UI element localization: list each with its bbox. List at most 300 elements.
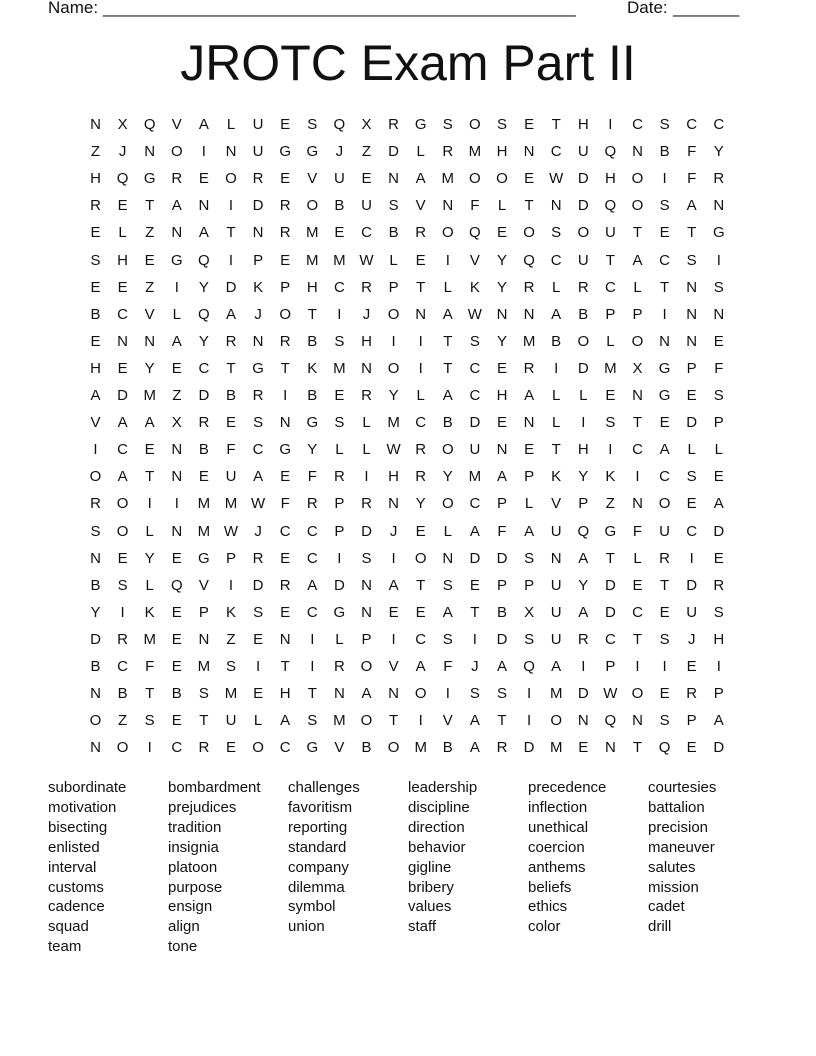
grid-letter: R	[252, 549, 264, 567]
grid-letter: G	[306, 739, 319, 757]
grid-letter: C	[632, 116, 643, 133]
grid-letter: J	[471, 658, 479, 675]
grid-row	[82, 518, 734, 545]
grid-letter: U	[550, 522, 562, 540]
grid-letter: E	[280, 468, 291, 486]
grid-letter: E	[605, 387, 616, 404]
grid-letter: S	[198, 685, 209, 703]
grid-letter: I	[147, 739, 152, 757]
grid-letter: E	[171, 630, 182, 648]
grid-letter: U	[225, 712, 237, 730]
grid-letter: K	[225, 603, 236, 621]
grid-letter: E	[253, 685, 264, 703]
grid-letter: I	[174, 495, 179, 513]
grid-letter: O	[550, 712, 563, 730]
word-item: salutes	[648, 858, 696, 876]
grid-letter: B	[307, 332, 318, 350]
grid-letter: F	[226, 441, 236, 459]
grid-letter: D	[469, 414, 481, 432]
grid-letter: M	[604, 359, 617, 377]
grid-letter: E	[686, 387, 697, 404]
grid-letter: P	[686, 359, 697, 377]
grid-letter: L	[606, 332, 615, 350]
grid-letter: P	[361, 630, 372, 648]
grid-letter: R	[496, 739, 508, 757]
grid-letter: B	[496, 603, 507, 621]
grid-letter: E	[280, 603, 291, 621]
grid-letter: A	[280, 712, 291, 730]
grid-letter: E	[415, 603, 426, 621]
grid-letter: N	[442, 197, 454, 215]
grid-letter: S	[253, 414, 264, 432]
grid-letter: E	[713, 332, 724, 350]
grid-letter: S	[659, 197, 670, 215]
grid-letter: Y	[496, 332, 507, 350]
word-item: dilemma	[288, 878, 345, 896]
word-item: anthems	[528, 858, 586, 876]
grid-letter: S	[686, 468, 697, 486]
grid-letter: M	[333, 712, 346, 730]
grid-letter: X	[524, 603, 535, 621]
word-item: precision	[648, 818, 709, 836]
grid-letter: N	[252, 224, 264, 242]
grid-letter: Q	[333, 116, 346, 133]
grid-letter: E	[280, 170, 291, 188]
grid-letter: H	[279, 685, 291, 703]
grid-letter: M	[306, 224, 319, 242]
grid-letter: D	[713, 522, 725, 540]
grid-letter: F	[687, 170, 697, 188]
grid-letter: N	[550, 549, 562, 567]
grid-letter: R	[415, 224, 427, 242]
grid-letter: B	[551, 332, 562, 350]
grid-letter: W	[603, 685, 618, 703]
grid-letter: A	[144, 414, 155, 432]
word-item: favoritism	[288, 798, 353, 816]
name-label: Name:	[48, 0, 99, 17]
grid-letter: A	[686, 197, 697, 215]
grid-letter: E	[117, 197, 128, 215]
grid-letter: N	[686, 305, 698, 323]
grid-letter: T	[145, 468, 155, 486]
grid-letter: T	[470, 603, 480, 621]
grid-letter: D	[252, 576, 264, 594]
grid-letter: I	[228, 251, 234, 269]
grid-letter: W	[467, 305, 482, 323]
grid-row	[82, 599, 734, 626]
grid-letter: I	[527, 712, 532, 730]
grid-letter: N	[388, 495, 400, 513]
grid-letter: T	[605, 251, 615, 269]
word-item: unethical	[528, 818, 589, 836]
worksheet-header	[48, 0, 748, 20]
grid-letter: C	[632, 441, 643, 459]
grid-letter: A	[713, 712, 724, 730]
grid-letter: E	[198, 170, 209, 188]
grid-letter: U	[577, 251, 589, 269]
grid-letter: S	[659, 712, 670, 730]
grid-letter: E	[415, 251, 426, 269]
grid-letter: C	[306, 549, 318, 567]
grid-letter: A	[713, 495, 724, 513]
grid-letter: O	[116, 739, 129, 757]
grid-letter: Q	[604, 712, 617, 730]
grid-letter: R	[171, 170, 183, 188]
grid-letter: I	[581, 414, 586, 432]
grid-letter: P	[198, 603, 209, 621]
grid-letter: R	[686, 685, 698, 703]
grid-letter: E	[280, 251, 291, 269]
grid-letter: S	[442, 630, 453, 648]
grid-letter: I	[391, 332, 396, 350]
grid-letter: I	[228, 197, 234, 215]
grid-letter: S	[659, 630, 670, 648]
grid-letter: M	[197, 658, 211, 675]
grid-letter: Q	[604, 143, 617, 161]
grid-letter: W	[386, 441, 401, 459]
grid-letter: L	[633, 549, 642, 567]
grid-letter: K	[307, 359, 318, 377]
grid-letter: L	[443, 278, 452, 296]
grid-letter: X	[117, 116, 128, 133]
grid-letter: O	[279, 305, 292, 323]
grid-letter: I	[391, 549, 396, 567]
grid-letter: O	[469, 170, 481, 188]
grid-letter: S	[90, 251, 101, 269]
grid-letter: I	[310, 630, 315, 648]
grid-letter: C	[550, 251, 562, 269]
grid-letter: G	[414, 116, 427, 133]
grid-letter: G	[279, 143, 292, 161]
word-item: direction	[408, 818, 465, 836]
grid-letter: A	[198, 224, 209, 242]
grid-letter: R	[361, 495, 372, 513]
grid-letter: N	[523, 414, 535, 432]
grid-letter: H	[117, 251, 129, 269]
grid-letter: E	[713, 549, 724, 567]
grid-letter: I	[120, 603, 125, 621]
word-item: team	[48, 938, 82, 956]
grid-letter: R	[225, 332, 237, 350]
grid-letter: F	[280, 495, 290, 513]
grid-letter: N	[171, 468, 183, 486]
grid-row	[82, 382, 734, 409]
grid-letter: S	[469, 332, 480, 350]
word-item: inflection	[528, 798, 588, 816]
grid-letter: K	[144, 603, 155, 621]
grid-letter: Y	[496, 251, 507, 269]
grid-letter: M	[306, 251, 319, 269]
grid-letter: U	[333, 170, 345, 188]
grid-letter: A	[171, 332, 182, 350]
word-item: battalion	[648, 798, 705, 816]
grid-letter: A	[442, 305, 453, 323]
grid-letter: A	[659, 441, 670, 459]
grid-letter: O	[252, 739, 264, 757]
grid-letter: O	[89, 468, 102, 486]
word-item: courtesies	[648, 779, 717, 796]
grid-letter: I	[418, 359, 423, 377]
grid-row	[82, 192, 734, 219]
grid-letter: M	[197, 522, 211, 540]
grid-letter: R	[117, 630, 129, 648]
grid-letter: P	[334, 522, 345, 540]
grid-letter: I	[93, 441, 98, 459]
grid-letter: D	[198, 387, 210, 404]
grid-row	[82, 301, 734, 328]
grid-letter: R	[523, 359, 535, 377]
grid-letter: R	[90, 495, 101, 513]
grid-letter: R	[279, 576, 291, 594]
grid-letter: N	[632, 712, 643, 730]
word-item: mission	[648, 878, 699, 896]
grid-letter: Z	[90, 143, 101, 161]
grid-letter: L	[172, 305, 181, 323]
grid-letter: T	[632, 630, 643, 648]
grid-letter: R	[415, 441, 427, 459]
grid-letter: P	[605, 305, 616, 323]
grid-letter: S	[90, 522, 101, 540]
grid-letter: F	[145, 658, 155, 675]
grid-letter: E	[117, 278, 128, 296]
word-item: bribery	[408, 878, 454, 896]
grid-letter: O	[631, 332, 644, 350]
grid-letter: O	[441, 495, 454, 513]
grid-letter: C	[333, 278, 345, 296]
grid-letter: U	[550, 630, 562, 648]
grid-letter: T	[687, 224, 697, 242]
grid-letter: F	[687, 143, 697, 161]
grid-letter: B	[442, 739, 453, 757]
grid-letter: F	[497, 522, 507, 540]
grid-letter: X	[632, 359, 643, 377]
grid-letter: M	[333, 359, 346, 377]
grid-row	[82, 409, 734, 436]
grid-letter: E	[659, 414, 670, 432]
grid-letter: O	[89, 712, 102, 730]
grid-letter: E	[524, 116, 535, 133]
grid-letter: J	[389, 522, 398, 540]
grid-letter: T	[307, 305, 317, 323]
grid-letter: O	[441, 441, 454, 459]
grid-letter: N	[171, 522, 183, 540]
grid-letter: E	[171, 658, 182, 675]
grid-letter: C	[252, 441, 264, 459]
grid-letter: Y	[578, 576, 589, 594]
grid-letter: A	[253, 468, 264, 486]
grid-letter: B	[90, 658, 101, 675]
grid-letter: N	[686, 278, 698, 296]
grid-letter: U	[225, 468, 237, 486]
grid-letter: K	[469, 278, 480, 296]
grid-letter: P	[496, 576, 507, 594]
grid-letter: S	[524, 630, 535, 648]
grid-letter: H	[577, 441, 589, 459]
grid-letter: C	[686, 116, 698, 133]
word-item: leadership	[408, 779, 478, 796]
grid-letter: L	[687, 441, 696, 459]
grid-letter: C	[469, 359, 481, 377]
grid-letter: U	[361, 197, 372, 215]
grid-letter: I	[418, 712, 423, 730]
grid-letter: F	[443, 658, 453, 675]
grid-letter: M	[143, 630, 156, 648]
grid-letter: E	[659, 224, 670, 242]
grid-letter: N	[388, 170, 400, 188]
grid-letter: B	[90, 576, 101, 594]
grid-letter: A	[117, 468, 128, 486]
grid-letter: R	[577, 278, 589, 296]
grid-letter: J	[254, 305, 262, 323]
word-item: bisecting	[48, 818, 108, 836]
date-label: Date:	[627, 0, 668, 17]
grid-letter: D	[117, 387, 129, 404]
word-item: staff	[408, 918, 437, 936]
grid-letter: V	[469, 251, 480, 269]
grid-letter: E	[524, 441, 535, 459]
grid-letter: G	[198, 549, 210, 567]
grid-letter: I	[445, 251, 450, 269]
grid-row	[82, 247, 734, 274]
grid-letter: N	[632, 387, 643, 404]
grid-letter: I	[527, 685, 532, 703]
word-item: ethics	[528, 898, 568, 916]
grid-letter: B	[198, 441, 209, 459]
grid-letter: L	[335, 441, 344, 459]
grid-letter: I	[201, 143, 206, 161]
grid-letter: C	[659, 251, 671, 269]
word-item: prejudices	[168, 798, 237, 816]
grid-letter: C	[415, 414, 427, 432]
grid-letter: N	[604, 739, 616, 757]
grid-letter: O	[631, 170, 644, 188]
grid-letter: D	[604, 576, 616, 594]
grid-letter: K	[253, 278, 264, 296]
grid-letter: S	[117, 576, 128, 594]
grid-letter: A	[496, 658, 507, 675]
grid-letter: O	[631, 197, 644, 215]
grid-letter: C	[659, 468, 671, 486]
grid-letter: I	[418, 332, 423, 350]
grid-letter: V	[171, 116, 182, 133]
grid-letter: R	[279, 197, 291, 215]
grid-letter: U	[550, 603, 562, 621]
grid-letter: V	[388, 658, 399, 675]
grid-letter: E	[144, 441, 155, 459]
grid-letter: W	[251, 495, 266, 513]
grid-letter: V	[442, 712, 453, 730]
grid-letter: I	[283, 387, 288, 404]
grid-letter: A	[496, 468, 507, 486]
grid-letter: O	[170, 143, 183, 161]
grid-letter: O	[306, 197, 319, 215]
grid-letter: G	[252, 359, 264, 377]
grid-letter: Q	[604, 197, 617, 215]
grid-letter: L	[497, 197, 507, 215]
grid-letter: A	[578, 549, 589, 567]
grid-letter: D	[496, 630, 508, 648]
word-item: interval	[48, 858, 97, 876]
grid-letter: U	[577, 143, 589, 161]
grid-letter: A	[442, 603, 453, 621]
grid-letter: B	[442, 414, 453, 432]
grid-letter: N	[523, 143, 535, 161]
grid-letter: N	[415, 305, 427, 323]
grid-letter: C	[469, 495, 481, 513]
grid-letter: U	[604, 224, 616, 242]
grid-letter: G	[279, 441, 292, 459]
grid-letter: B	[117, 685, 128, 703]
grid-letter: V	[198, 576, 209, 594]
grid-letter: N	[117, 332, 129, 350]
grid-letter: N	[171, 441, 183, 459]
grid-letter: D	[90, 630, 101, 648]
grid-letter: P	[713, 685, 724, 703]
grid-letter: Z	[172, 387, 182, 404]
grid-letter: N	[713, 305, 725, 323]
word-item: bombardment	[168, 779, 261, 796]
grid-letter: N	[144, 143, 156, 161]
grid-letter: V	[415, 197, 426, 215]
grid-letter: U	[550, 576, 562, 594]
grid-letter: F	[632, 522, 643, 540]
grid-letter: T	[226, 359, 236, 377]
grid-letter: S	[713, 603, 724, 621]
grid-letter: C	[198, 359, 210, 377]
grid-letter: R	[333, 468, 345, 486]
grid-letter: L	[118, 224, 127, 242]
grid-letter: S	[496, 685, 507, 703]
grid-letter: S	[551, 224, 562, 242]
grid-letter: P	[524, 576, 535, 594]
grid-letter: O	[414, 685, 427, 703]
grid-letter: M	[224, 495, 238, 513]
grid-letter: E	[686, 495, 697, 513]
grid-letter: L	[552, 387, 561, 404]
grid-letter: D	[604, 603, 616, 621]
grid-letter: S	[334, 332, 345, 350]
grid-letter: S	[388, 197, 399, 215]
grid-letter: Y	[388, 387, 399, 404]
grid-letter: Q	[658, 739, 671, 757]
grid-letter: I	[635, 658, 640, 675]
grid-letter: N	[632, 143, 643, 161]
grid-letter: E	[117, 549, 128, 567]
grid-letter: B	[225, 387, 236, 404]
grid-letter: C	[550, 143, 562, 161]
grid-letter: J	[118, 143, 127, 161]
grid-letter: D	[252, 197, 264, 215]
grid-letter: J	[335, 143, 344, 161]
grid-letter: O	[577, 332, 590, 350]
grid-row	[82, 734, 734, 761]
grid-letter: I	[445, 685, 450, 703]
grid-letter: A	[225, 305, 236, 323]
grid-letter: E	[253, 630, 264, 648]
grid-letter: N	[90, 685, 101, 703]
grid-letter: N	[144, 332, 156, 350]
grid-letter: M	[143, 387, 156, 404]
grid-letter: U	[252, 143, 264, 161]
grid-letter: C	[469, 387, 481, 404]
grid-letter: A	[388, 576, 399, 594]
grid-letter: T	[416, 576, 426, 594]
grid-letter: T	[226, 224, 236, 242]
grid-letter: Z	[361, 143, 372, 161]
grid-letter: N	[550, 197, 562, 215]
word-item: color	[528, 918, 561, 936]
grid-letter: Y	[90, 603, 101, 621]
